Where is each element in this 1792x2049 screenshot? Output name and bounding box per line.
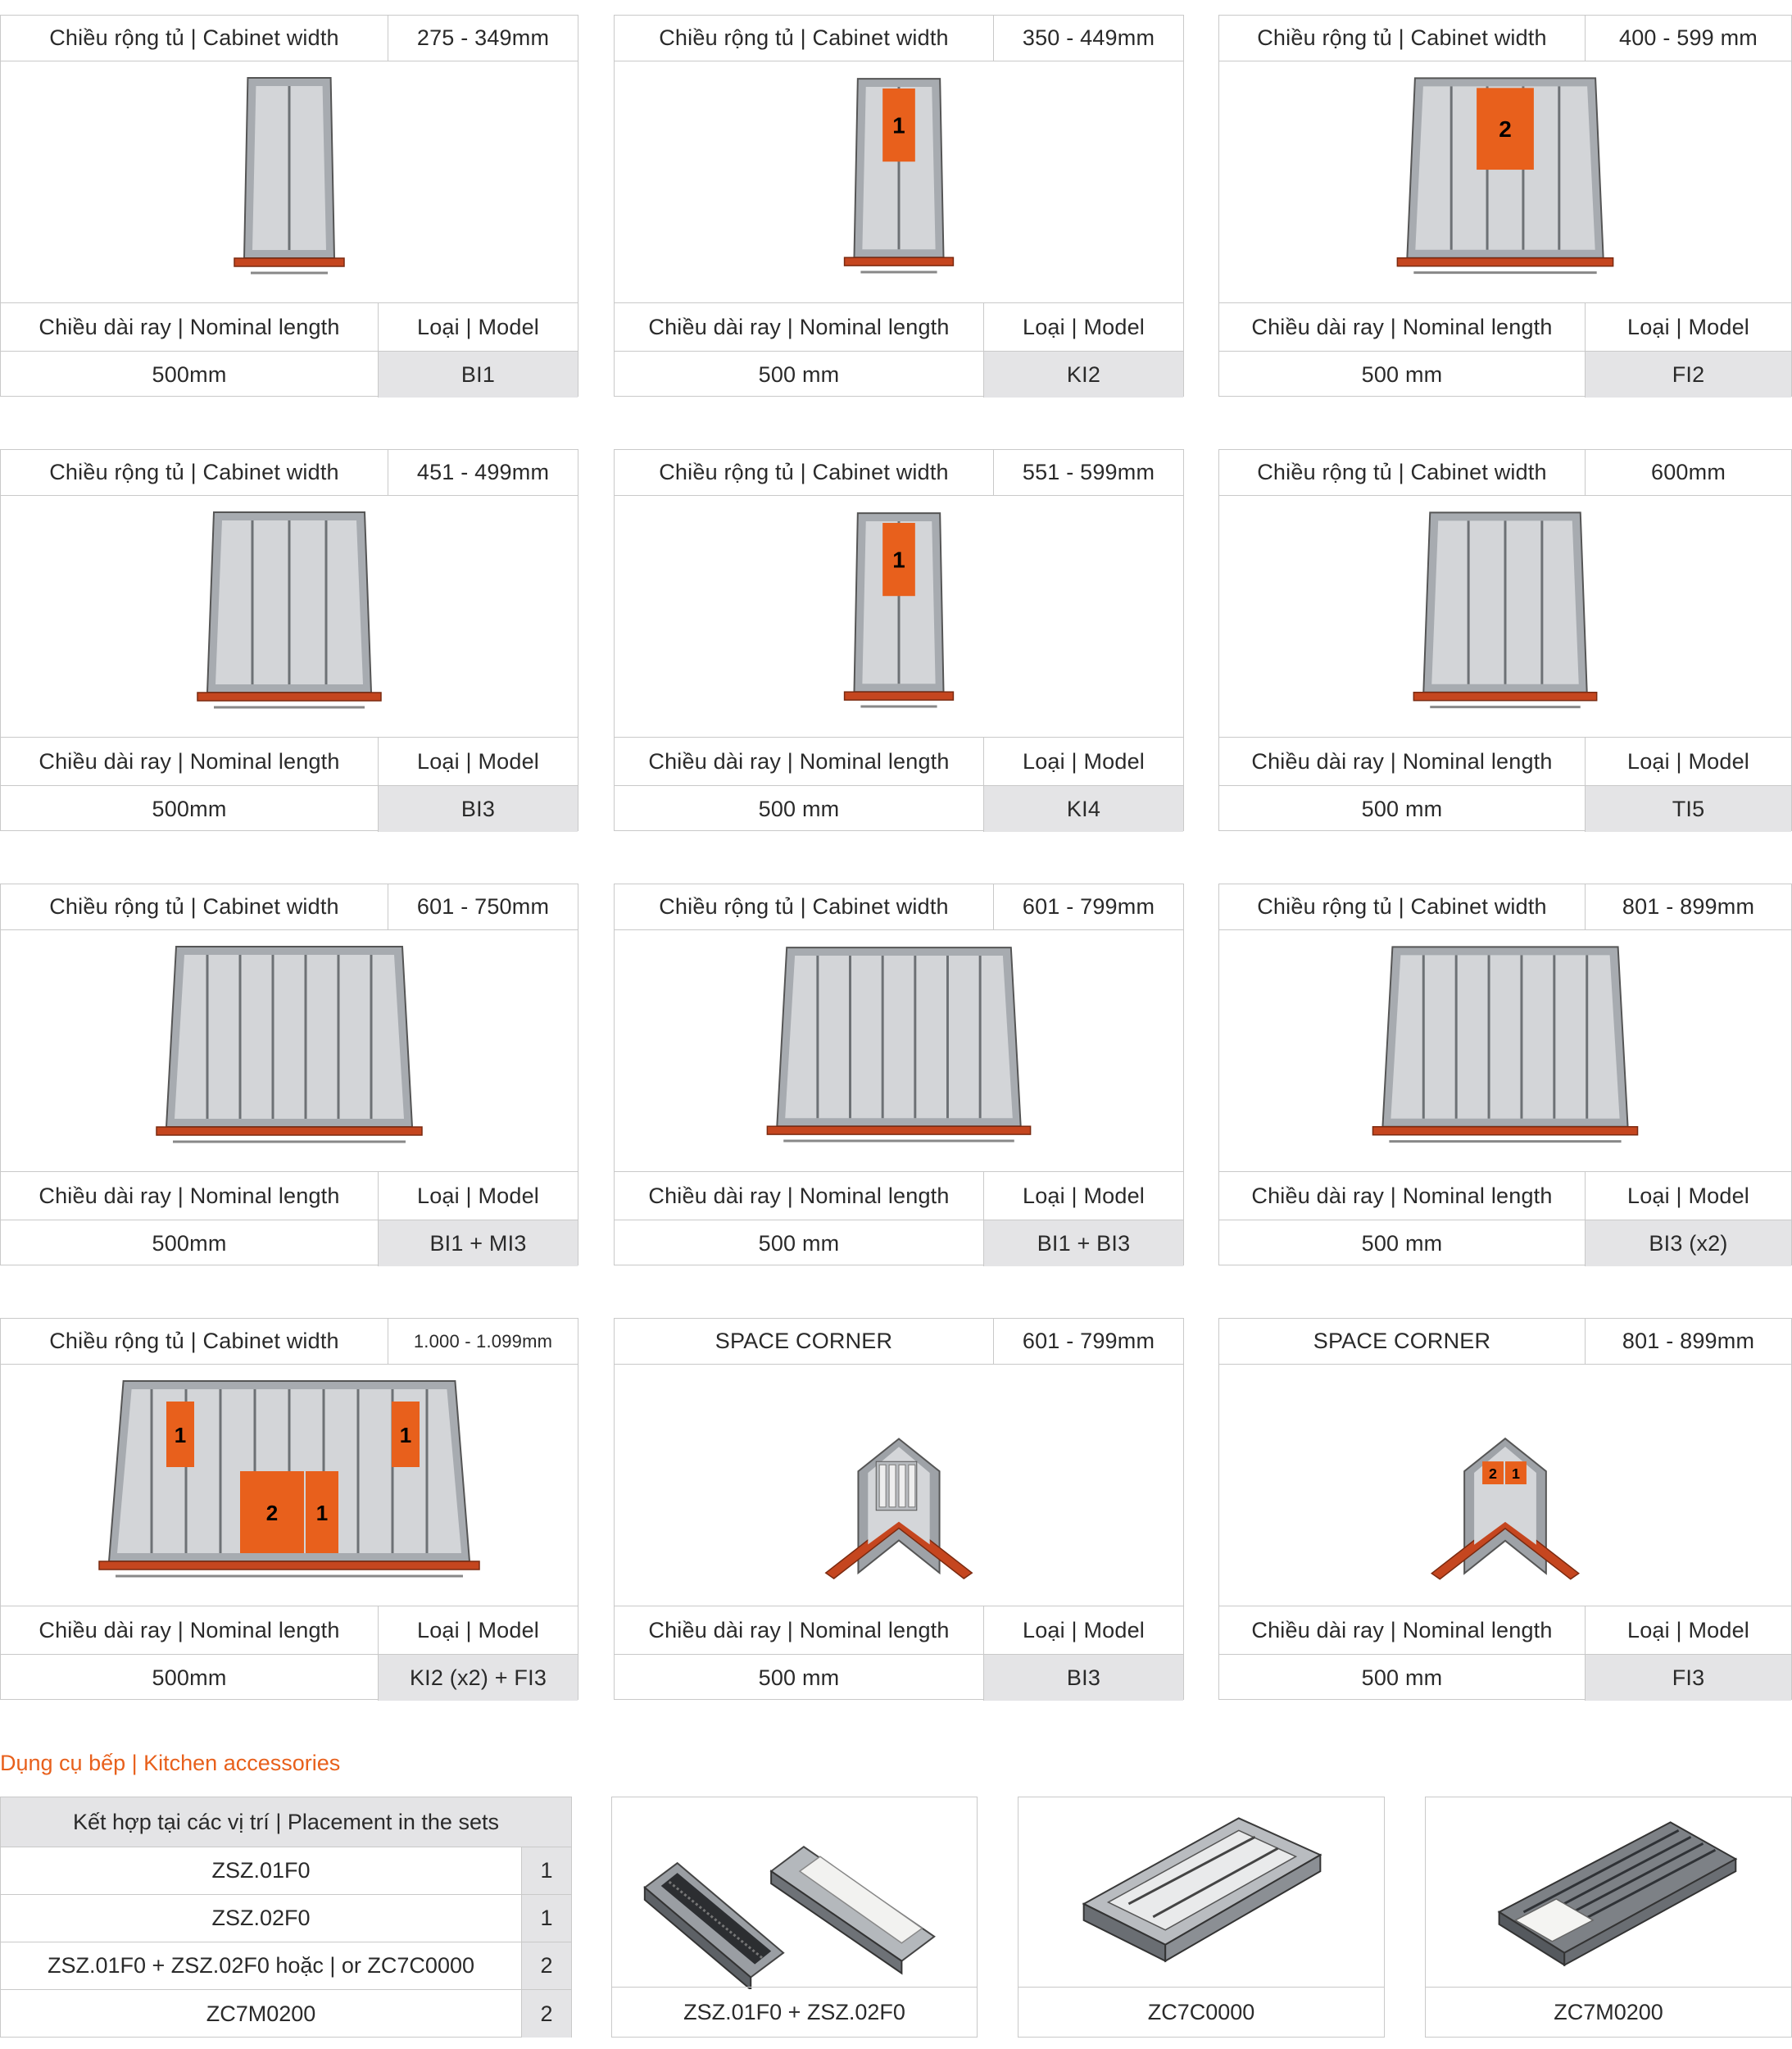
cabinet-width-value: 600mm xyxy=(1585,450,1791,495)
model-value: KI2 xyxy=(983,352,1183,398)
cabinet-width-row xyxy=(1,1319,578,1365)
nominal-length-value: 500 mm xyxy=(758,796,840,821)
spec-header-row xyxy=(1,302,578,352)
svg-text:1: 1 xyxy=(892,547,905,573)
foil-dispenser-image xyxy=(1018,1797,1384,1989)
nominal-length-label: Chiều dài ray | Nominal length xyxy=(648,748,950,774)
placement-number: 2 xyxy=(521,1942,571,1989)
spec-value-row xyxy=(615,352,1183,398)
model-value: KI4 xyxy=(983,786,1183,832)
accessory-name: ZSZ.01F0 + ZSZ.02F0 hoặc | or ZC7C0000 xyxy=(48,1953,474,1978)
cabinet-width-label: SPACE CORNER xyxy=(715,1329,893,1353)
model-value: BI1 + MI3 xyxy=(378,1220,578,1266)
model-value: BI1 + BI3 xyxy=(983,1220,1183,1266)
cabinet-width-value: 451 - 499mm xyxy=(388,450,578,495)
model-label: Loại | Model xyxy=(378,303,578,351)
nominal-length-value: 500 mm xyxy=(1361,1665,1443,1690)
product-spec-card xyxy=(0,1318,578,1700)
spec-value-row xyxy=(1,352,578,398)
spec-header-row xyxy=(1219,1606,1791,1655)
drawer-insert-image xyxy=(1219,496,1791,737)
cabinet-width-row xyxy=(615,16,1183,61)
drawer-insert-image xyxy=(1,1365,578,1606)
placement-table-header: Kết hợp tại các vị trí | Placement in the sets xyxy=(1,1797,571,1847)
nominal-length-label: Chiều dài ray | Nominal length xyxy=(39,1183,340,1208)
cabinet-width-row xyxy=(615,450,1183,496)
product-spec-card xyxy=(614,449,1184,831)
svg-text:2: 2 xyxy=(1499,116,1512,143)
model-label: Loại | Model xyxy=(983,738,1183,785)
svg-text:2: 2 xyxy=(265,1501,279,1525)
nominal-length-label: Chiều dài ray | Nominal length xyxy=(1251,1617,1553,1642)
model-value: TI5 xyxy=(1585,786,1791,832)
cabinet-width-label: Chiều rộng tủ | Cabinet width xyxy=(49,460,339,484)
accessory-name: ZC7M0200 xyxy=(206,2001,316,2026)
cabinet-width-row xyxy=(1219,884,1791,930)
spec-value-row xyxy=(1219,1220,1791,1266)
cabinet-width-label: Chiều rộng tủ | Cabinet width xyxy=(1257,25,1547,50)
svg-text:1: 1 xyxy=(1511,1465,1520,1483)
nominal-length-value: 500 mm xyxy=(758,1665,840,1690)
model-label: Loại | Model xyxy=(378,738,578,785)
product-spec-card xyxy=(1218,884,1792,1265)
nominal-length-label: Chiều dài ray | Nominal length xyxy=(39,748,340,774)
product-spec-card xyxy=(0,15,578,397)
table-row xyxy=(1,1847,571,1895)
accessory-name: ZSZ.02F0 xyxy=(211,1906,311,1930)
spec-value-row xyxy=(1219,352,1791,398)
drawer-insert-image xyxy=(615,496,1183,737)
product-card-foil-dispenser xyxy=(1018,1797,1385,2038)
cabinet-width-value: 801 - 899mm xyxy=(1585,1319,1791,1364)
cabinet-width-row xyxy=(1219,16,1791,61)
spec-value-row xyxy=(1219,786,1791,832)
spec-value-row xyxy=(1,786,578,832)
nominal-length-value: 500 mm xyxy=(1361,796,1443,821)
model-label: Loại | Model xyxy=(378,1172,578,1220)
spec-header-row xyxy=(615,737,1183,786)
table-row xyxy=(1,1895,571,1942)
model-value: FI3 xyxy=(1585,1655,1791,1701)
drawer-insert-image xyxy=(1219,930,1791,1171)
model-label: Loại | Model xyxy=(1585,303,1791,351)
drawer-insert-image xyxy=(615,1365,1183,1606)
cabinet-width-row xyxy=(1219,450,1791,496)
nominal-length-value: 500 mm xyxy=(1361,1230,1443,1256)
nominal-length-label: Chiều dài ray | Nominal length xyxy=(648,1183,950,1208)
nominal-length-label: Chiều dài ray | Nominal length xyxy=(1251,748,1553,774)
table-row xyxy=(1,1990,571,2038)
cabinet-width-label: Chiều rộng tủ | Cabinet width xyxy=(49,25,339,50)
cabinet-width-value: 350 - 449mm xyxy=(993,16,1183,61)
spec-value-row xyxy=(615,1220,1183,1266)
placement-number: 1 xyxy=(521,1847,571,1894)
spec-header-row xyxy=(1,1606,578,1655)
product-spec-card xyxy=(614,1318,1184,1700)
product-spec-card xyxy=(1218,1318,1792,1700)
accessories-title: Dụng cụ bếp | Kitchen accessories xyxy=(0,1751,341,1775)
product-spec-card xyxy=(614,15,1184,397)
spec-value-row xyxy=(1219,1655,1791,1701)
spec-header-row xyxy=(1219,1171,1791,1220)
cabinet-width-row xyxy=(1219,1319,1791,1365)
cabinet-width-value: 601 - 750mm xyxy=(388,884,578,929)
cabinet-width-label: Chiều rộng tủ | Cabinet width xyxy=(49,1329,339,1353)
cabinet-width-label: Chiều rộng tủ | Cabinet width xyxy=(659,894,949,919)
svg-text:1: 1 xyxy=(399,1423,412,1447)
cabinet-width-label: Chiều rộng tủ | Cabinet width xyxy=(49,894,339,919)
drawer-insert-image xyxy=(615,61,1183,302)
accessory-name: ZSZ.01F0 xyxy=(211,1858,311,1883)
drawer-insert-image xyxy=(1219,61,1791,302)
cabinet-width-label: Chiều rộng tủ | Cabinet width xyxy=(1257,460,1547,484)
cabinet-width-value: 601 - 799mm xyxy=(993,884,1183,929)
cabinet-width-value: 601 - 799mm xyxy=(993,1319,1183,1364)
svg-text:1: 1 xyxy=(174,1423,187,1447)
spec-header-row xyxy=(1219,737,1791,786)
product-card-knife-block xyxy=(1425,1797,1792,2038)
model-value: BI3 (x2) xyxy=(1585,1220,1791,1266)
cabinet-width-row xyxy=(1,16,578,61)
drawer-insert-image xyxy=(1219,1365,1791,1606)
model-label: Loại | Model xyxy=(1585,1172,1791,1220)
spec-value-row xyxy=(615,1655,1183,1701)
cabinet-width-row xyxy=(615,884,1183,930)
svg-text:1: 1 xyxy=(892,112,905,139)
drawer-insert-image xyxy=(1,61,578,302)
product-spec-card xyxy=(614,884,1184,1265)
knife-holder-and-foil-dispenser-image xyxy=(612,1797,977,1989)
svg-text:2: 2 xyxy=(1489,1465,1498,1483)
nominal-length-label: Chiều dài ray | Nominal length xyxy=(648,314,950,339)
nominal-length-value: 500mm xyxy=(152,1665,227,1690)
cabinet-width-label: Chiều rộng tủ | Cabinet width xyxy=(1257,894,1547,919)
model-label: Loại | Model xyxy=(378,1606,578,1654)
nominal-length-value: 500 mm xyxy=(758,361,840,387)
cabinet-width-value: 801 - 899mm xyxy=(1585,884,1791,929)
spec-value-row xyxy=(615,786,1183,832)
model-value: BI1 xyxy=(378,352,578,398)
product-caption: ZC7C0000 xyxy=(1018,1987,1384,2037)
cabinet-width-label: Chiều rộng tủ | Cabinet width xyxy=(659,460,949,484)
cabinet-width-row xyxy=(1,450,578,496)
spec-header-row xyxy=(1219,302,1791,352)
product-caption: ZSZ.01F0 + ZSZ.02F0 xyxy=(612,1987,977,2037)
product-caption: ZC7M0200 xyxy=(1426,1987,1791,2037)
cabinet-width-value: 551 - 599mm xyxy=(993,450,1183,495)
spec-header-row xyxy=(615,1606,1183,1655)
spec-header-row xyxy=(1,737,578,786)
svg-text:1: 1 xyxy=(315,1501,329,1525)
drawer-insert-image xyxy=(1,496,578,737)
model-value: FI2 xyxy=(1585,352,1791,398)
model-value: BI3 xyxy=(983,1655,1183,1701)
model-label: Loại | Model xyxy=(983,1172,1183,1220)
cabinet-width-label: Chiều rộng tủ | Cabinet width xyxy=(659,25,949,50)
knife-block-insert-image xyxy=(1426,1797,1791,1989)
nominal-length-label: Chiều dài ray | Nominal length xyxy=(1251,1183,1553,1208)
model-value: KI2 (x2) + FI3 xyxy=(378,1655,578,1701)
spec-header-row xyxy=(1,1171,578,1220)
model-label: Loại | Model xyxy=(1585,738,1791,785)
model-label: Loại | Model xyxy=(983,1606,1183,1654)
spec-value-row xyxy=(1,1220,578,1266)
cabinet-width-row xyxy=(1,884,578,930)
product-spec-card xyxy=(0,884,578,1265)
placement-number: 1 xyxy=(521,1895,571,1942)
product-spec-card xyxy=(0,449,578,831)
model-value: BI3 xyxy=(378,786,578,832)
spec-header-row xyxy=(615,1171,1183,1220)
nominal-length-label: Chiều dài ray | Nominal length xyxy=(39,1617,340,1642)
nominal-length-value: 500 mm xyxy=(758,1230,840,1256)
cabinet-width-label: SPACE CORNER xyxy=(1313,1329,1491,1353)
nominal-length-value: 500 mm xyxy=(1361,361,1443,387)
product-card-knife-holder xyxy=(611,1797,978,2038)
drawer-insert-image xyxy=(1,930,578,1171)
spec-header-row xyxy=(615,302,1183,352)
model-label: Loại | Model xyxy=(1585,1606,1791,1654)
nominal-length-value: 500mm xyxy=(152,796,227,821)
cabinet-width-value: 400 - 599 mm xyxy=(1585,16,1791,61)
nominal-length-label: Chiều dài ray | Nominal length xyxy=(1251,314,1553,339)
placement-table xyxy=(0,1797,572,2038)
spec-value-row xyxy=(1,1655,578,1701)
cabinet-width-row xyxy=(615,1319,1183,1365)
product-spec-card xyxy=(1218,15,1792,397)
table-row xyxy=(1,1942,571,1990)
placement-number: 2 xyxy=(521,1990,571,2038)
cabinet-width-value: 1.000 - 1.099mm xyxy=(388,1319,578,1364)
nominal-length-value: 500mm xyxy=(152,361,227,387)
model-label: Loại | Model xyxy=(983,303,1183,351)
nominal-length-value: 500mm xyxy=(152,1230,227,1256)
product-spec-card xyxy=(1218,449,1792,831)
nominal-length-label: Chiều dài ray | Nominal length xyxy=(648,1617,950,1642)
cabinet-width-value: 275 - 349mm xyxy=(388,16,578,61)
drawer-insert-image xyxy=(615,930,1183,1171)
nominal-length-label: Chiều dài ray | Nominal length xyxy=(39,314,340,339)
